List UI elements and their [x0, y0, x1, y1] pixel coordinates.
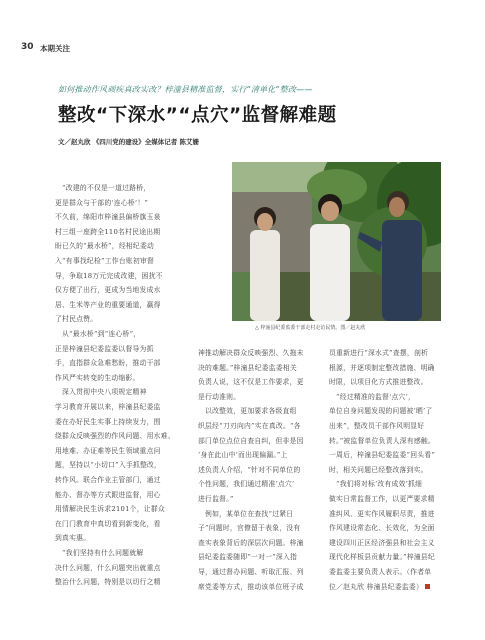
paragraph-line: 入“有事找纪检”工作台账初审督	[55, 256, 155, 265]
paragraph-line: 神推动解决群众反映强烈、久拖未	[198, 349, 304, 357]
paragraph-line: 县纪委监委随即“一对一”深入指	[198, 553, 298, 562]
paragraph-line: 决的难题。”梓潼县纪委监委相关	[198, 363, 297, 372]
section-title: 本期关注	[40, 44, 70, 53]
paragraph-line: 不久前，绵阳市梓潼县偏桥旗玉泉	[55, 213, 161, 222]
paragraph-line: 导，通过督办问题、听取汇报、列	[198, 567, 304, 576]
paragraph-line: 学习教育开展以来，梓潼县纪委监	[55, 402, 161, 411]
paragraph-line: 更是群众与干部的‘连心桥’！”	[55, 198, 149, 207]
article-column-2	[198, 346, 313, 594]
paragraph-line: 是行动准则。	[198, 392, 241, 401]
article-headline: 整改“下深水”“点穴”监督解难题	[58, 105, 337, 126]
paragraph-line: 织层经“刀刃向内”实在真改。“各	[198, 421, 301, 430]
article-byline: 文／赵丸欣 《四川党的建设》全媒体记者 陈艾姗	[58, 138, 200, 146]
paragraph-line: “我们坚持有什么问题就解	[55, 548, 144, 557]
paragraph-line: 村三组一座跨全110名村民途出期	[55, 227, 161, 236]
paragraph-line: 深入贯彻中央八项规定精神	[55, 388, 147, 397]
paragraph-line: 子”问题时，官僚留于表象，没有	[198, 524, 301, 533]
author-note: 位／赵丸欣 梓潼县纪委监委）	[329, 582, 424, 591]
paragraph-line: 导，争取18万元完成改建，困扰不	[55, 271, 163, 280]
paragraph-line: 时限，以项目化方式推进整改。	[329, 378, 428, 387]
paragraph-line: 转作风。联合作业主管部门，通过	[55, 475, 161, 484]
paragraph-line: “改建的不仅是一道过路桥，	[55, 184, 151, 192]
paragraph-line: 述负责人介绍，“针对不同单位的	[198, 465, 301, 474]
paragraph-line: 根源，并逐项制定整改措施、明确	[329, 363, 435, 372]
paragraph-line: 员重新进行“深水式”查摆，剖析	[329, 349, 429, 357]
paragraph-line: 进行监督。”	[198, 494, 234, 503]
paragraph-line: 个性问题，我们通过精准‘点穴’	[198, 480, 295, 489]
paragraph-line: 做实日常监督工作，以更严要求精	[329, 494, 435, 503]
paragraph-line: 委监委主要负责人表示。（作者单	[329, 567, 432, 576]
paragraph-line: 整治什么问题，特别是以切行之精	[55, 578, 161, 587]
photo-scene	[232, 162, 441, 321]
paragraph-line: 用情解决民生诉求2101个，让群众	[55, 505, 165, 514]
paragraph-line: 出来”，整改员干部作风明显好	[329, 421, 425, 430]
paragraph-line: “我们将对标‘改有成效’抓细	[329, 480, 423, 489]
paragraph-line: 查实表象背后的深层次问题。梓潼	[198, 538, 304, 547]
article-kicker: 如何推动作风顽疾真改实改？梓潼县精准监督，实行“清单化”整改——	[58, 85, 313, 94]
paragraph-line: 了村民点赞。	[55, 315, 98, 324]
paragraph-line: ‘身在此山中’而出现偏漏。”上	[198, 451, 288, 460]
paragraph-line	[329, 580, 444, 595]
paragraph-line: “经过精准的监督‘点穴’，	[329, 392, 416, 401]
article-column-1-top	[55, 181, 218, 327]
paragraph-line: 以改整效，更加要求各级直组	[198, 407, 297, 416]
page-number: 30	[21, 42, 34, 52]
paragraph-line: 转。”被监督单位负责人深有感触。	[329, 436, 436, 445]
paragraph-line: 决什么问题，什么问题突出就重点	[55, 563, 161, 572]
paragraph-line: 作风建设常态化、长效化，为全面	[329, 524, 435, 533]
paragraph-line: 席党委等方式，推动该单位班子成	[198, 582, 304, 591]
paragraph-line: 在门门教育中真切看到新变化，看	[55, 519, 161, 528]
paragraph-line: 负责人说，这不仅是工作要求，更	[198, 378, 304, 387]
paragraph-line: 居、生米等产业的重要通道，赢得	[55, 300, 161, 309]
article-column-1-bottom	[55, 327, 175, 590]
paragraph-line: 现代化样板县贡献力量。”梓潼县纪	[329, 553, 436, 562]
paragraph-line: 正是梓潼县纪委监委以督导为抓	[55, 344, 154, 353]
paragraph-line: 到真实惠。	[55, 534, 91, 543]
paragraph-line: 题，坚持以“小切口”入手抓整改，	[55, 461, 162, 470]
paragraph-line: 单位自身问题发现的问题被‘晒’了	[329, 407, 433, 416]
article-column-3	[329, 346, 444, 594]
article-photo	[232, 162, 441, 321]
paragraph-line: 能办、督办等方式跟进监督，用心	[55, 490, 161, 499]
paragraph-line: 时，相关问题已经整改落到实。	[329, 465, 428, 474]
paragraph-line: 准纠风、更实作风履职尽责，推进	[329, 509, 435, 518]
paragraph-line: 一周后，梓潼县纪委监委“回头看”	[329, 451, 436, 460]
paragraph-line: 从“最水桥”到“连心桥”，	[55, 330, 141, 338]
paragraph-line: 建设四川正区经济强县和社会主义	[329, 538, 435, 547]
paragraph-line: 手，直指群众急难愁盼，推动干部	[55, 359, 161, 368]
paragraph-line: 作风严实转变的生动缩影。	[55, 373, 140, 382]
paragraph-line: 部门单位点位自查自纠，但非是因	[198, 436, 304, 445]
paragraph-line: 盼已久的“最水桥”，经相纪委动	[55, 242, 155, 251]
paragraph-line: 用地难、办证难等民生领域重点问	[55, 446, 161, 455]
paragraph-line: 绕群众反映强烈的作风问题、用水难、	[55, 432, 175, 441]
paragraph-line: 仅方便了出行，更成为当地发成水	[55, 286, 161, 295]
paragraph-line: 例如，某单位在查找“过紧日	[198, 509, 294, 518]
paragraph-line: 委在办好民生实事上持续发力，围	[55, 417, 161, 426]
end-of-article-icon	[425, 584, 430, 589]
photo-caption: △ 梓潼县纪委监委干部走村走访民情。图／赵丸欣	[255, 325, 366, 331]
